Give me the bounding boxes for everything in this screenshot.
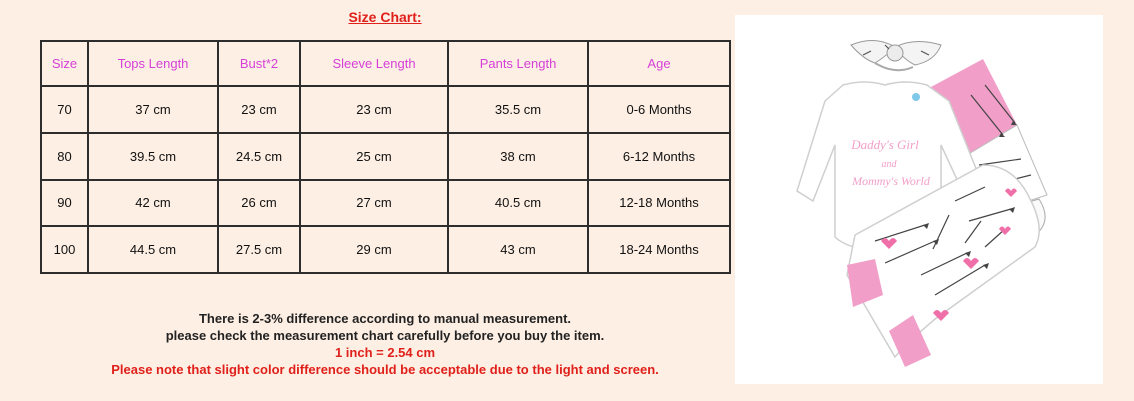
print-text-mommys-world: Mommy's World (852, 174, 930, 188)
cell-age: 12-18 Months (588, 180, 730, 227)
header-pants-length: Pants Length (448, 41, 588, 86)
table-row (41, 226, 730, 273)
note-check-chart: please check the measurement chart carefully before you buy the item. (165, 328, 605, 343)
cell-size: 80 (41, 133, 88, 180)
cell-pants-length: 38 cm (448, 133, 588, 180)
cell-tops-length: 44.5 cm (88, 226, 218, 273)
table-row (41, 86, 730, 133)
cell-size: 70 (41, 86, 88, 133)
header-tops-length: Tops Length (88, 41, 218, 86)
cell-size: 90 (41, 180, 88, 227)
headband-bow (851, 40, 941, 70)
cell-age: 18-24 Months (588, 226, 730, 273)
cell-size: 100 (41, 226, 88, 273)
note-inch-conversion: 1 inch = 2.54 cm (334, 345, 436, 360)
cell-sleeve-length: 23 cm (300, 86, 448, 133)
cell-age: 0-6 Months (588, 86, 730, 133)
header-sleeve-length: Sleeve Length (300, 41, 448, 86)
table-row (41, 180, 730, 227)
cell-tops-length: 37 cm (88, 86, 218, 133)
print-text-and: and (881, 159, 897, 170)
cell-sleeve-length: 29 cm (300, 226, 448, 273)
cell-sleeve-length: 25 cm (300, 133, 448, 180)
header-age: Age (588, 41, 730, 86)
product-image (735, 15, 1103, 384)
note-measurement-difference: There is 2-3% difference according to manual measurement. (198, 311, 572, 326)
note-color-difference: Please note that slight color difference should be acceptable due to the light and screen. (111, 362, 659, 377)
header-bust: Bust*2 (218, 41, 300, 86)
cell-bust: 24.5 cm (218, 133, 300, 180)
cell-bust: 23 cm (218, 86, 300, 133)
print-text-daddys-girl: Daddy's Girl (851, 137, 919, 152)
cell-sleeve-length: 27 cm (300, 180, 448, 227)
cell-tops-length: 42 cm (88, 180, 218, 227)
size-chart-title: Size Chart: (348, 9, 422, 25)
cell-pants-length: 35.5 cm (448, 86, 588, 133)
header-size: Size (41, 41, 88, 86)
size-chart-table (40, 40, 731, 274)
measurement-notes (0, 310, 770, 378)
cell-tops-length: 39.5 cm (88, 133, 218, 180)
cell-age: 6-12 Months (588, 133, 730, 180)
table-header-row (41, 41, 730, 86)
cell-bust: 27.5 cm (218, 226, 300, 273)
cell-pants-length: 43 cm (448, 226, 588, 273)
cell-bust: 26 cm (218, 180, 300, 227)
table-row (41, 133, 730, 180)
cell-pants-length: 40.5 cm (448, 180, 588, 227)
